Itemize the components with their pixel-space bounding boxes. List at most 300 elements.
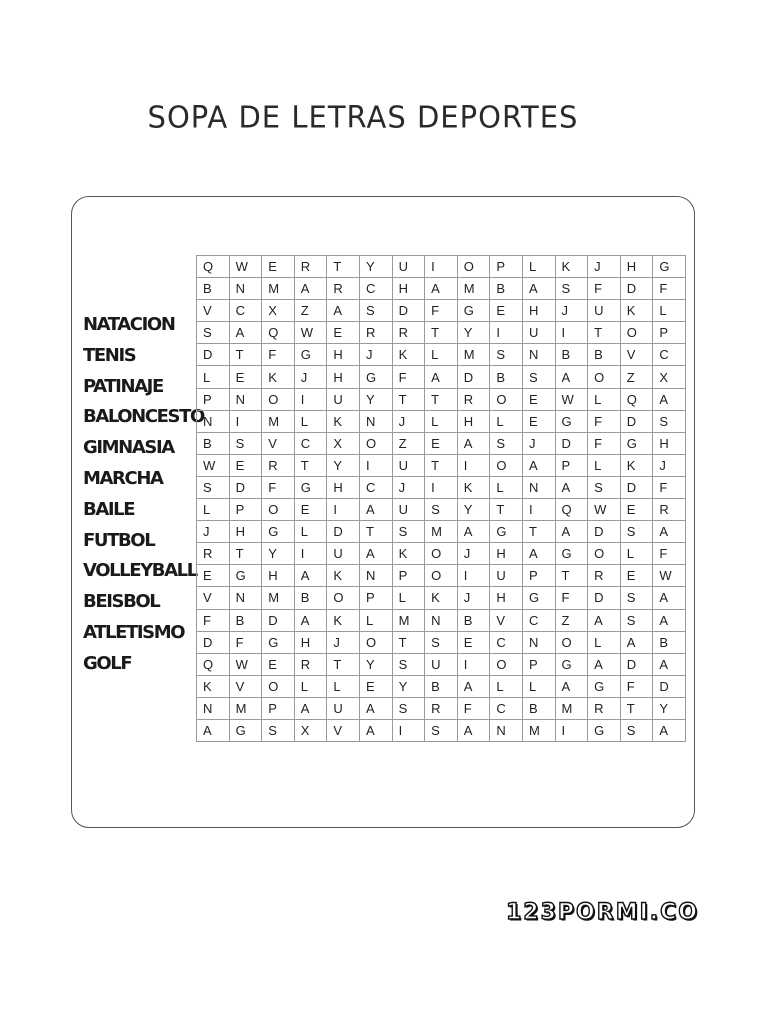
grid-cell[interactable]: G <box>588 719 621 741</box>
grid-cell[interactable]: M <box>262 587 295 609</box>
grid-cell[interactable]: R <box>588 565 621 587</box>
grid-cell[interactable]: O <box>620 322 653 344</box>
grid-cell[interactable]: B <box>294 587 327 609</box>
grid-cell[interactable]: A <box>294 697 327 719</box>
grid-cell[interactable]: A <box>555 366 588 388</box>
grid-cell[interactable]: I <box>555 719 588 741</box>
grid-cell[interactable]: I <box>327 499 360 521</box>
grid-cell[interactable]: Y <box>359 653 392 675</box>
grid-cell[interactable]: S <box>425 719 458 741</box>
grid-cell[interactable]: N <box>522 631 555 653</box>
grid-cell[interactable]: T <box>359 521 392 543</box>
grid-cell[interactable]: H <box>392 278 425 300</box>
grid-cell[interactable]: D <box>197 344 230 366</box>
grid-cell[interactable]: L <box>490 410 523 432</box>
grid-cell[interactable]: H <box>262 565 295 587</box>
grid-cell[interactable]: L <box>588 631 621 653</box>
grid-cell[interactable]: E <box>229 454 262 476</box>
grid-cell[interactable]: G <box>262 521 295 543</box>
grid-cell[interactable]: C <box>490 631 523 653</box>
grid-cell[interactable]: F <box>555 587 588 609</box>
grid-cell[interactable]: Q <box>555 499 588 521</box>
grid-cell[interactable]: D <box>392 300 425 322</box>
grid-cell[interactable]: T <box>229 543 262 565</box>
grid-cell[interactable]: V <box>229 675 262 697</box>
grid-cell[interactable]: K <box>327 609 360 631</box>
grid-cell[interactable]: J <box>197 521 230 543</box>
grid-cell[interactable]: L <box>359 609 392 631</box>
grid-cell[interactable]: S <box>262 719 295 741</box>
grid-cell[interactable]: S <box>620 609 653 631</box>
grid-cell[interactable]: F <box>197 609 230 631</box>
grid-cell[interactable]: A <box>555 476 588 498</box>
grid-cell[interactable]: B <box>522 697 555 719</box>
grid-cell[interactable]: K <box>620 454 653 476</box>
grid-cell[interactable]: A <box>425 366 458 388</box>
grid-cell[interactable]: D <box>620 653 653 675</box>
grid-cell[interactable]: S <box>197 322 230 344</box>
grid-cell[interactable]: F <box>653 278 686 300</box>
grid-cell[interactable]: W <box>653 565 686 587</box>
grid-cell[interactable]: V <box>327 719 360 741</box>
grid-cell[interactable]: E <box>457 631 490 653</box>
grid-cell[interactable]: G <box>359 366 392 388</box>
grid-cell[interactable]: D <box>588 587 621 609</box>
grid-cell[interactable]: E <box>620 565 653 587</box>
grid-cell[interactable]: N <box>197 697 230 719</box>
grid-cell[interactable]: I <box>392 719 425 741</box>
grid-cell[interactable]: Y <box>359 388 392 410</box>
grid-cell[interactable]: H <box>490 587 523 609</box>
grid-cell[interactable]: T <box>229 344 262 366</box>
grid-cell[interactable]: L <box>588 454 621 476</box>
grid-cell[interactable]: U <box>425 653 458 675</box>
grid-cell[interactable]: L <box>294 675 327 697</box>
grid-cell[interactable]: J <box>457 587 490 609</box>
grid-cell[interactable]: I <box>425 256 458 278</box>
grid-cell[interactable]: G <box>555 410 588 432</box>
grid-cell[interactable]: A <box>653 719 686 741</box>
grid-cell[interactable]: T <box>620 697 653 719</box>
grid-cell[interactable]: Q <box>262 322 295 344</box>
grid-cell[interactable]: N <box>425 609 458 631</box>
grid-cell[interactable]: S <box>490 344 523 366</box>
grid-cell[interactable]: L <box>490 675 523 697</box>
grid-cell[interactable]: W <box>229 256 262 278</box>
grid-cell[interactable]: U <box>392 499 425 521</box>
grid-cell[interactable]: P <box>653 322 686 344</box>
grid-cell[interactable]: W <box>555 388 588 410</box>
grid-cell[interactable]: A <box>294 565 327 587</box>
grid-cell[interactable]: K <box>425 587 458 609</box>
grid-cell[interactable]: Y <box>457 322 490 344</box>
grid-cell[interactable]: N <box>490 719 523 741</box>
grid-cell[interactable]: T <box>327 256 360 278</box>
grid-cell[interactable]: L <box>490 476 523 498</box>
grid-cell[interactable]: C <box>490 697 523 719</box>
grid-cell[interactable]: M <box>522 719 555 741</box>
grid-cell[interactable]: Y <box>392 675 425 697</box>
grid-cell[interactable]: O <box>327 587 360 609</box>
grid-cell[interactable]: B <box>457 609 490 631</box>
grid-cell[interactable]: H <box>327 476 360 498</box>
grid-cell[interactable]: U <box>392 454 425 476</box>
grid-cell[interactable]: G <box>490 521 523 543</box>
grid-cell[interactable]: H <box>294 631 327 653</box>
grid-cell[interactable]: A <box>359 499 392 521</box>
grid-cell[interactable]: P <box>262 697 295 719</box>
grid-cell[interactable]: G <box>522 587 555 609</box>
grid-cell[interactable]: H <box>653 432 686 454</box>
grid-cell[interactable]: I <box>425 476 458 498</box>
grid-cell[interactable]: L <box>197 499 230 521</box>
grid-cell[interactable]: T <box>392 631 425 653</box>
grid-cell[interactable]: D <box>229 476 262 498</box>
grid-cell[interactable]: L <box>588 388 621 410</box>
grid-cell[interactable]: D <box>620 410 653 432</box>
grid-cell[interactable]: A <box>588 653 621 675</box>
grid-cell[interactable]: J <box>294 366 327 388</box>
grid-cell[interactable]: K <box>392 543 425 565</box>
grid-cell[interactable]: A <box>653 521 686 543</box>
grid-cell[interactable]: S <box>392 653 425 675</box>
grid-cell[interactable]: P <box>522 653 555 675</box>
grid-cell[interactable]: F <box>588 410 621 432</box>
grid-cell[interactable]: N <box>229 388 262 410</box>
grid-cell[interactable]: M <box>262 278 295 300</box>
grid-cell[interactable]: A <box>522 454 555 476</box>
grid-cell[interactable]: K <box>327 410 360 432</box>
grid-cell[interactable]: S <box>588 476 621 498</box>
grid-cell[interactable]: Y <box>653 697 686 719</box>
grid-cell[interactable]: D <box>327 521 360 543</box>
grid-cell[interactable]: M <box>229 697 262 719</box>
grid-cell[interactable]: N <box>197 410 230 432</box>
grid-cell[interactable]: F <box>588 278 621 300</box>
grid-cell[interactable]: S <box>359 300 392 322</box>
grid-cell[interactable]: O <box>490 388 523 410</box>
grid-cell[interactable]: I <box>294 543 327 565</box>
grid-cell[interactable]: K <box>327 565 360 587</box>
grid-cell[interactable]: X <box>327 432 360 454</box>
grid-cell[interactable]: O <box>262 499 295 521</box>
grid-cell[interactable]: A <box>522 543 555 565</box>
grid-cell[interactable]: N <box>359 565 392 587</box>
grid-cell[interactable]: K <box>555 256 588 278</box>
grid-cell[interactable]: N <box>522 344 555 366</box>
grid-cell[interactable]: B <box>229 609 262 631</box>
grid-cell[interactable]: U <box>490 565 523 587</box>
grid-cell[interactable]: J <box>359 344 392 366</box>
grid-cell[interactable]: E <box>262 653 295 675</box>
grid-cell[interactable]: B <box>490 366 523 388</box>
grid-cell[interactable]: T <box>425 322 458 344</box>
grid-cell[interactable]: T <box>327 653 360 675</box>
grid-cell[interactable]: S <box>425 631 458 653</box>
grid-cell[interactable]: P <box>555 454 588 476</box>
grid-cell[interactable]: H <box>490 543 523 565</box>
grid-cell[interactable]: A <box>294 609 327 631</box>
grid-cell[interactable]: P <box>490 256 523 278</box>
grid-cell[interactable]: A <box>620 631 653 653</box>
grid-cell[interactable]: M <box>392 609 425 631</box>
grid-cell[interactable]: L <box>197 366 230 388</box>
grid-cell[interactable]: O <box>425 543 458 565</box>
grid-cell[interactable]: J <box>588 256 621 278</box>
grid-cell[interactable]: R <box>425 697 458 719</box>
grid-cell[interactable]: L <box>425 410 458 432</box>
grid-cell[interactable]: E <box>359 675 392 697</box>
grid-cell[interactable]: T <box>425 388 458 410</box>
grid-cell[interactable]: B <box>197 278 230 300</box>
grid-cell[interactable]: I <box>457 565 490 587</box>
grid-cell[interactable]: L <box>522 256 555 278</box>
grid-cell[interactable]: I <box>522 499 555 521</box>
grid-cell[interactable]: I <box>457 454 490 476</box>
grid-cell[interactable]: O <box>490 454 523 476</box>
grid-cell[interactable]: M <box>457 344 490 366</box>
grid-cell[interactable]: B <box>555 344 588 366</box>
grid-cell[interactable]: X <box>653 366 686 388</box>
grid-cell[interactable]: L <box>620 543 653 565</box>
grid-cell[interactable]: D <box>653 675 686 697</box>
grid-cell[interactable]: D <box>588 521 621 543</box>
grid-cell[interactable]: V <box>490 609 523 631</box>
grid-cell[interactable]: W <box>197 454 230 476</box>
grid-cell[interactable]: F <box>653 543 686 565</box>
grid-cell[interactable]: G <box>457 300 490 322</box>
grid-cell[interactable]: O <box>588 543 621 565</box>
grid-cell[interactable]: E <box>522 388 555 410</box>
grid-cell[interactable]: R <box>327 278 360 300</box>
grid-cell[interactable]: R <box>588 697 621 719</box>
grid-cell[interactable]: I <box>294 388 327 410</box>
grid-cell[interactable]: N <box>229 587 262 609</box>
grid-cell[interactable]: F <box>229 631 262 653</box>
grid-cell[interactable]: B <box>588 344 621 366</box>
grid-cell[interactable]: D <box>620 476 653 498</box>
grid-cell[interactable]: R <box>392 322 425 344</box>
grid-cell[interactable]: A <box>425 278 458 300</box>
grid-cell[interactable]: T <box>555 565 588 587</box>
grid-cell[interactable]: J <box>392 410 425 432</box>
grid-cell[interactable]: S <box>620 587 653 609</box>
grid-cell[interactable]: B <box>490 278 523 300</box>
grid-cell[interactable]: L <box>653 300 686 322</box>
grid-cell[interactable]: F <box>262 344 295 366</box>
grid-cell[interactable]: C <box>294 432 327 454</box>
grid-cell[interactable]: T <box>490 499 523 521</box>
grid-cell[interactable]: S <box>620 521 653 543</box>
grid-cell[interactable]: O <box>588 366 621 388</box>
grid-cell[interactable]: M <box>425 521 458 543</box>
grid-cell[interactable]: G <box>555 543 588 565</box>
grid-cell[interactable]: R <box>197 543 230 565</box>
grid-cell[interactable]: G <box>229 719 262 741</box>
grid-cell[interactable]: S <box>392 697 425 719</box>
grid-cell[interactable]: E <box>522 410 555 432</box>
grid-cell[interactable]: M <box>555 697 588 719</box>
grid-cell[interactable]: E <box>229 366 262 388</box>
grid-cell[interactable]: Q <box>197 256 230 278</box>
grid-cell[interactable]: U <box>588 300 621 322</box>
grid-cell[interactable]: U <box>522 322 555 344</box>
grid-cell[interactable]: S <box>197 476 230 498</box>
grid-cell[interactable]: S <box>522 366 555 388</box>
grid-cell[interactable]: D <box>555 432 588 454</box>
grid-cell[interactable]: A <box>555 521 588 543</box>
grid-cell[interactable]: G <box>555 653 588 675</box>
grid-cell[interactable]: D <box>262 609 295 631</box>
grid-cell[interactable]: G <box>653 256 686 278</box>
grid-cell[interactable]: F <box>588 432 621 454</box>
grid-cell[interactable]: E <box>620 499 653 521</box>
grid-cell[interactable]: G <box>294 476 327 498</box>
grid-cell[interactable]: Q <box>620 388 653 410</box>
grid-cell[interactable]: S <box>392 521 425 543</box>
grid-cell[interactable]: V <box>197 587 230 609</box>
grid-cell[interactable]: L <box>392 587 425 609</box>
grid-cell[interactable]: Y <box>327 454 360 476</box>
grid-cell[interactable]: A <box>457 675 490 697</box>
grid-cell[interactable]: D <box>457 366 490 388</box>
grid-cell[interactable]: Y <box>262 543 295 565</box>
grid-cell[interactable]: B <box>653 631 686 653</box>
grid-cell[interactable]: Z <box>620 366 653 388</box>
grid-cell[interactable]: P <box>392 565 425 587</box>
grid-cell[interactable]: L <box>425 344 458 366</box>
grid-cell[interactable]: M <box>262 410 295 432</box>
grid-cell[interactable]: S <box>229 432 262 454</box>
grid-cell[interactable]: V <box>262 432 295 454</box>
grid-cell[interactable]: Z <box>555 609 588 631</box>
grid-cell[interactable]: R <box>294 653 327 675</box>
grid-cell[interactable]: E <box>327 322 360 344</box>
grid-cell[interactable]: N <box>229 278 262 300</box>
grid-cell[interactable]: V <box>620 344 653 366</box>
grid-cell[interactable]: H <box>229 521 262 543</box>
grid-cell[interactable]: D <box>197 631 230 653</box>
grid-cell[interactable]: P <box>522 565 555 587</box>
grid-cell[interactable]: L <box>327 675 360 697</box>
grid-cell[interactable]: I <box>457 653 490 675</box>
grid-cell[interactable]: F <box>653 476 686 498</box>
grid-cell[interactable]: O <box>425 565 458 587</box>
grid-cell[interactable]: U <box>327 697 360 719</box>
grid-cell[interactable]: X <box>294 719 327 741</box>
grid-cell[interactable]: G <box>620 432 653 454</box>
grid-cell[interactable]: O <box>555 631 588 653</box>
grid-cell[interactable]: I <box>555 322 588 344</box>
grid-cell[interactable]: F <box>392 366 425 388</box>
grid-cell[interactable]: T <box>392 388 425 410</box>
grid-cell[interactable]: O <box>262 675 295 697</box>
grid-cell[interactable]: H <box>457 410 490 432</box>
grid-cell[interactable]: C <box>359 278 392 300</box>
grid-cell[interactable]: X <box>262 300 295 322</box>
grid-cell[interactable]: S <box>555 278 588 300</box>
grid-cell[interactable]: B <box>197 432 230 454</box>
grid-cell[interactable]: O <box>457 256 490 278</box>
grid-cell[interactable]: G <box>588 675 621 697</box>
grid-cell[interactable]: A <box>457 432 490 454</box>
grid-cell[interactable]: R <box>294 256 327 278</box>
grid-cell[interactable]: A <box>327 300 360 322</box>
grid-cell[interactable]: I <box>490 322 523 344</box>
grid-cell[interactable]: A <box>653 653 686 675</box>
grid-cell[interactable]: H <box>327 366 360 388</box>
grid-cell[interactable]: N <box>522 476 555 498</box>
grid-cell[interactable]: U <box>327 543 360 565</box>
grid-cell[interactable]: A <box>359 697 392 719</box>
grid-cell[interactable]: A <box>229 322 262 344</box>
grid-cell[interactable]: F <box>262 476 295 498</box>
grid-cell[interactable]: L <box>294 410 327 432</box>
grid-cell[interactable]: K <box>620 300 653 322</box>
grid-cell[interactable]: P <box>359 587 392 609</box>
grid-cell[interactable]: A <box>359 719 392 741</box>
grid-cell[interactable]: S <box>620 719 653 741</box>
grid-cell[interactable]: A <box>197 719 230 741</box>
grid-cell[interactable]: U <box>392 256 425 278</box>
grid-cell[interactable]: F <box>457 697 490 719</box>
grid-cell[interactable]: K <box>392 344 425 366</box>
grid-cell[interactable]: A <box>359 543 392 565</box>
grid-cell[interactable]: U <box>327 388 360 410</box>
grid-cell[interactable]: A <box>522 278 555 300</box>
grid-cell[interactable]: P <box>229 499 262 521</box>
grid-cell[interactable]: T <box>425 454 458 476</box>
grid-cell[interactable]: L <box>522 675 555 697</box>
grid-cell[interactable]: J <box>555 300 588 322</box>
grid-cell[interactable]: T <box>588 322 621 344</box>
grid-cell[interactable]: Y <box>457 499 490 521</box>
grid-cell[interactable]: J <box>392 476 425 498</box>
grid-cell[interactable]: Q <box>197 653 230 675</box>
grid-cell[interactable]: T <box>522 521 555 543</box>
grid-cell[interactable]: B <box>425 675 458 697</box>
grid-cell[interactable]: G <box>229 565 262 587</box>
grid-cell[interactable]: O <box>359 631 392 653</box>
grid-cell[interactable]: Y <box>359 256 392 278</box>
grid-cell[interactable]: D <box>620 278 653 300</box>
grid-cell[interactable]: S <box>490 432 523 454</box>
grid-cell[interactable]: Z <box>392 432 425 454</box>
grid-cell[interactable]: C <box>229 300 262 322</box>
grid-cell[interactable]: E <box>294 499 327 521</box>
grid-cell[interactable]: A <box>457 719 490 741</box>
grid-cell[interactable]: K <box>197 675 230 697</box>
grid-cell[interactable]: W <box>294 322 327 344</box>
grid-cell[interactable]: N <box>359 410 392 432</box>
grid-cell[interactable]: P <box>197 388 230 410</box>
grid-cell[interactable]: K <box>457 476 490 498</box>
grid-cell[interactable]: J <box>653 454 686 476</box>
grid-cell[interactable]: C <box>653 344 686 366</box>
grid-cell[interactable]: H <box>327 344 360 366</box>
grid-cell[interactable]: A <box>457 521 490 543</box>
grid-cell[interactable]: H <box>522 300 555 322</box>
grid-cell[interactable]: H <box>620 256 653 278</box>
grid-cell[interactable]: A <box>653 388 686 410</box>
grid-cell[interactable]: O <box>359 432 392 454</box>
grid-cell[interactable]: T <box>294 454 327 476</box>
grid-cell[interactable]: A <box>294 278 327 300</box>
grid-cell[interactable]: C <box>359 476 392 498</box>
grid-cell[interactable]: R <box>359 322 392 344</box>
grid-cell[interactable]: A <box>555 675 588 697</box>
grid-cell[interactable]: Z <box>294 300 327 322</box>
